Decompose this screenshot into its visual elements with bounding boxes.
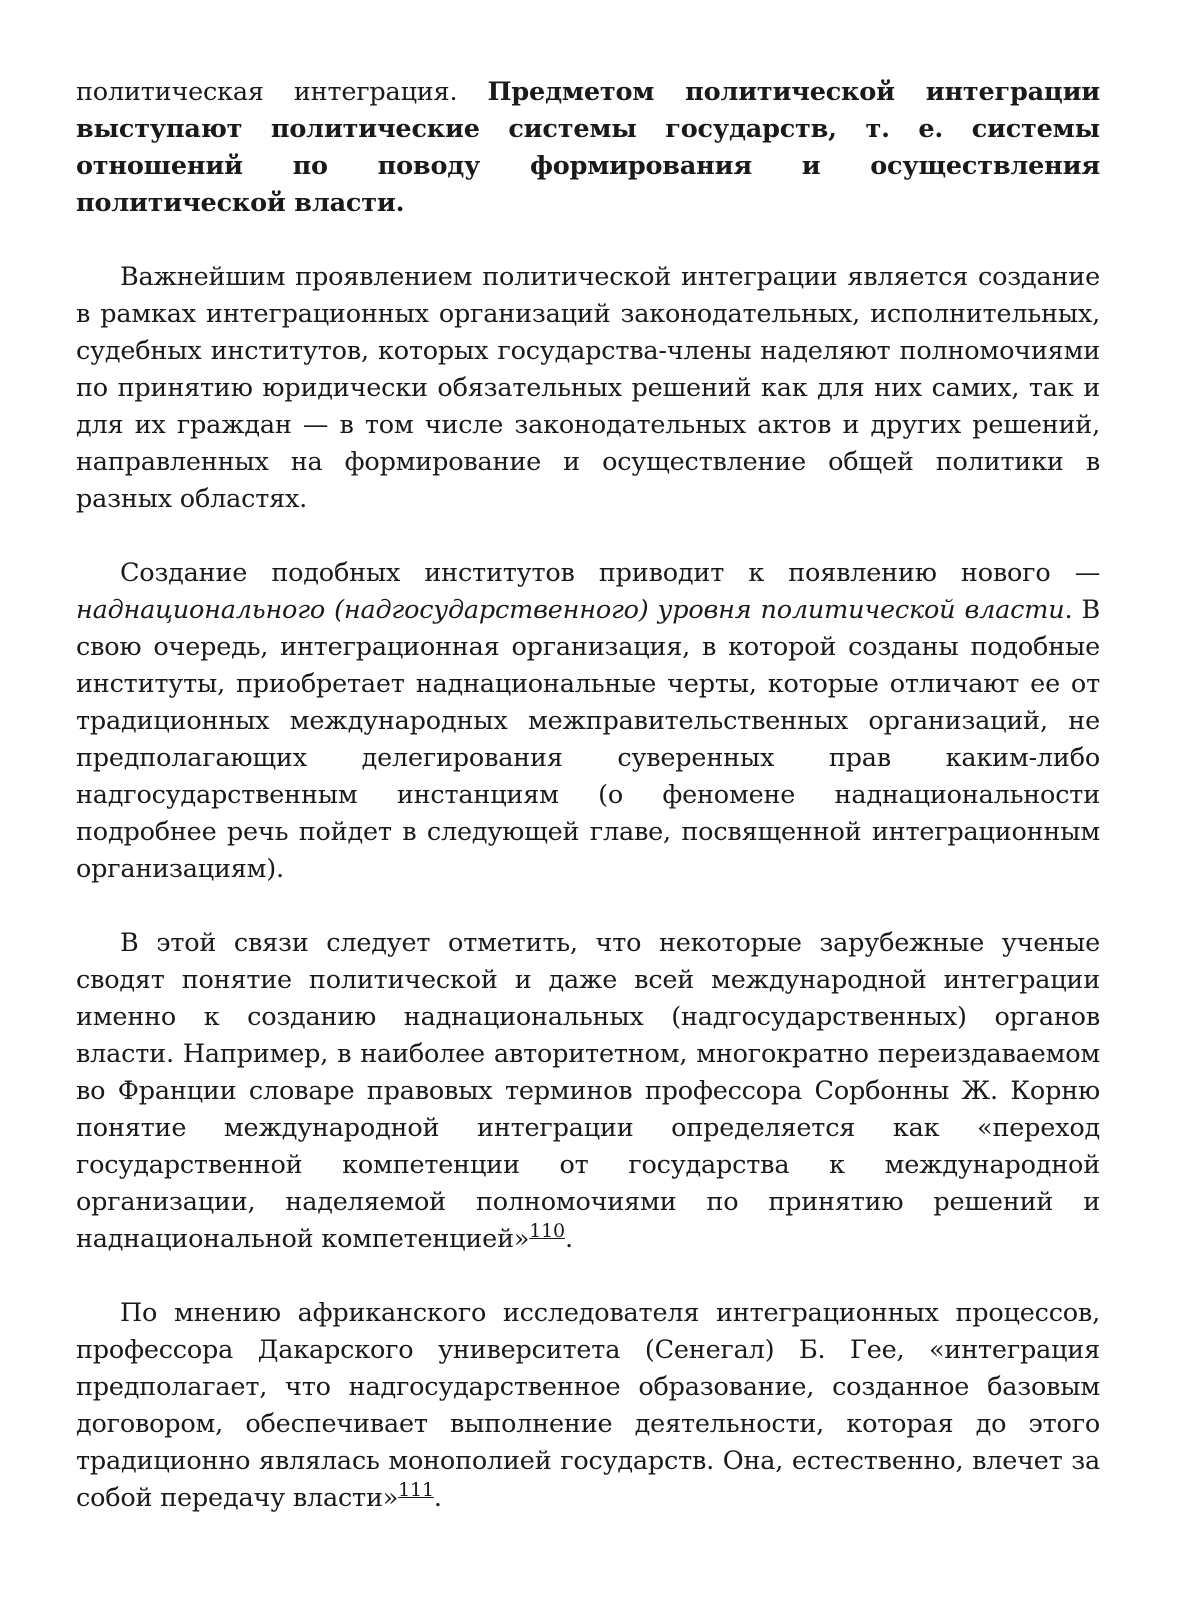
italic-term-text: наднационального (надгосударственного) уровня политической власти: [76, 595, 1065, 625]
paragraph-lead-text: Создание подобных институтов приводит к появлению нового —: [120, 558, 1100, 588]
paragraph-end-punctuation: .: [433, 1483, 442, 1513]
paragraph-text: По мнению африканского исследователя интеграционных процессов, профессора Дакарского университета (Сенегал) Б. Гее, «интеграция предполагает, что надгосударственное образование, созданное базовым договором, обеспечивает выполнение деятельности, которая до этого традиционно являлась монополией государств. Она, естественно, влечет за собой передачу власти»: [76, 1298, 1100, 1513]
paragraph-institutions-creation: [76, 259, 1100, 518]
paragraph-foreign-scholars: [76, 925, 1100, 1258]
document-page: [76, 74, 1100, 1554]
paragraph-text: Важнейшим проявлением политической интеграции является создание в рамках интеграционных организаций законодательных, исполнительных, судебных институтов, которых государства-члены наделяют полномочиями по принятию юридически обязательных решений как для них самих, так и для их граждан — в том числе законодательных актов и других решений, направленных на формирование и осуществление общей политики в разных областях.: [76, 262, 1100, 514]
paragraph-supranational-level: [76, 555, 1100, 888]
footnote-link-111[interactable]: 111: [398, 1479, 434, 1501]
bold-definition-text: Предметом политической интеграции выступают политические системы государств, т. е. системы отношений по поводу формирования и осуществления политической власти.: [76, 77, 1100, 218]
paragraph-end-punctuation: .: [564, 1224, 573, 1254]
paragraph-text: В этой связи следует отметить, что некоторые зарубежные ученые сводят понятие политической и даже всей международной интеграции именно к созданию наднациональных (надгосударственных) органов власти. Например, в наиболее авторитетном, многократно переиздаваемом во Франции словаре правовых терминов профессора Сорбонны Ж. Корню понятие международной интеграции определяется как «переход государственной компетенции от государства к международной организации, наделяемой полномочиями по принятию решений и наднациональной компетенцией»: [76, 928, 1100, 1254]
footnote-link-110[interactable]: 110: [529, 1220, 565, 1242]
paragraph-african-researcher: [76, 1295, 1100, 1517]
paragraph-rest-text: . В свою очередь, интеграционная организация, в которой созданы подобные институты, приобретает наднациональные черты, которые отличают ее от традиционных международных межправительственных организаций, не предполагающих делегирования суверенных прав каким-либо надгосударственным инстанциям (о феномене наднациональности подробнее речь пойдет в следующей главе, посвященной интеграционным организациям).: [76, 595, 1101, 884]
paragraph-intro-text: политическая интеграция.: [76, 77, 488, 107]
paragraph-political-integration-subject: [76, 74, 1100, 222]
